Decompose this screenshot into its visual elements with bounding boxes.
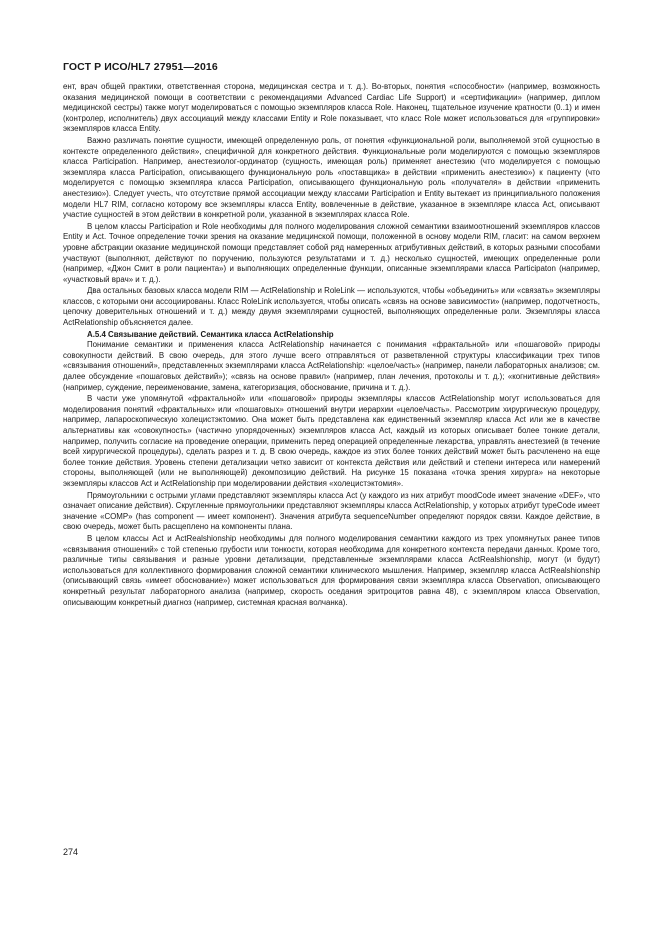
paragraph: Важно различать понятие сущности, имеющей определенную роль, от понятия «функциональной роли, выполняемой этой сущностью в контексте определенного действия», специфичной для конкретного действия. Функциональные роли моделируются с помощью экземпляров класса Participation. Например, анестезиолог-ординатор (сущность, имеющая роль) применяет анестезию (что моделируется с помощью экземпляра класса Participation, описывающего функциональную роль «поставщика» в действии «применить анестезию») к пациенту (что моделируется с помощью экземпляра класса Participation, описывающего функциональную роль «получателя» в действии «применить анестезию»). Следует учесть, что отсутствие прямой ассоциации между классами Participation и Entity вытекает из принципиального положения модели HL7 RIM, согласно которому все экземпляры класса Entity, вовлеченные в действие, указанное в экземпляре класса Act, описывают участие сущностей в этом действии в конкретной роли, указанной в экземплярах класса Role.: [63, 135, 600, 220]
paragraph: В части уже упомянутой «фрактальной» или «пошаговой» природы экземпляры классов ActRelationship могут использоваться для моделирования понятий «фрактальных» или «пошаговых» отношений внутри иерархии «целое/часть». Рассмотрим хирургическую процедуру, например, лапароскопическую холецистэктомию. Она может быть представлена как единственный экземпляр класса Act или же в качестве альтернативы как «совокупность» (частично упорядоченных) экземпляров класса Act, каждый из которых описывает более тонкие детали, например, получить согласие на проведение операции, применить перед операцией определенные лекарства, управлять анестезией (в течение всей хирургической процедуры), сделать разрез и т. д. В свою очередь, каждое из этих более тонких действий может быть расчленено на еще более тонкие действия. Уровень степени детализации четко зависит от контекста действия или действий и степени интереса или намерений стороны, выполняющей (или не выполняющей) декомпозицию действий. На рисунке 15 показана «точка зрения хирурга» на некоторые экземпляры классов Act и ActRelationship при моделировании действия «холецистэктомия».: [63, 394, 600, 488]
paragraph: В целом классы Participation и Role необходимы для полного моделирования сложной семантики взаимоотношений экземпляров классов Entity и Act. Точное определение точки зрения на оказание медицинской помощи, положенной в основу модели RIM, гласит: на самом верхнем уровне абстракции оказание медицинской помощи представляет собой ряд намеренных атрибутивных действий, в которых разными способами участвуют (выполняют, действуют по поручению, пользуются результатами и т. д.) несколько сущностей, имеющих определенные роли (например, «Джон Смит в роли пациента») и выполняющих определенные функции, описанные экземплярами класса Participaton (например, «участковый врач» и т. д.).: [63, 221, 600, 284]
paragraph: Понимание семантики и применения класса ActRelationship начинается с понимания «фрактальной» или «пошаговой» природы совокупности действий. В свою очередь, для этого лучше всего отправляться от разветвленной структуры классификации трех типов «связывания отношений», представленных экземплярами класса ActRelationship: «целое/часть» (например, панели лабораторных анализов; см. далее обсуждение «пошаговых действий»); «связь на основе правил» (например, план лечения, протоколы и т. д.); «когнитивные действия» (например, суждение, переименование, замена, категоризация, обоснование, причина и т. д.).: [63, 340, 600, 392]
document-header: ГОСТ Р ИСО/HL7 27951—2016: [63, 61, 218, 73]
section-heading: А.5.4 Связывание действий. Семантика класса ActRelationship: [87, 329, 334, 339]
paragraph: В целом классы Act и ActRealshionship необходимы для полного моделирования семантики каждого из трех упомянутых ранее типов «связывания отношений» с той степенью грубости или тонкости, которая необходима для конкретного контекста передачи данных. Кроме того, различные типы связывания и разные уровни детализации, представленные экземплярами класса ActRealshionship, могут (и будут) использоваться для коллективного формирования сложной семантики клинического мышления. Например, экземпляр класса ActRealshionship (описывающий связь «имеет обоснование») может использоваться для формирования связи экземпляра класса Observation, описывающего конкретный результат лабораторного анализа (например, скорость оседания эритроцитов равна 48), с экземпляром класса Observation, описывающим конкретный диагноз (например, системная красная волчанка).: [63, 533, 600, 607]
page-number: 274: [63, 847, 79, 857]
paragraph: Два остальных базовых класса модели RIM — ActRelationship и RoleLink — используются, чтобы «объединить» или «связать» экземпляры классов, с которыми они ассоциированы. Класс RoleLink используется, чтобы описать «связь на основе зависимости» (например, подотчетность, цепочку доверительных отношений и т. д.) между двумя экземплярами сущностей, выполняющих определенные роли. Экземпляры класса ActRelationship объясняется далее.: [63, 286, 600, 328]
paragraph-continuation: ент, врач общей практики, ответственная сторона, медицинская сестра и т. д.). Во-вторых, понятия «способности» (например, возможность оказания медицинской помощи в соответствии с рекомендациями Advanced Cardiac Life Support) и «сертификации» (например, диплом медицинской сестры) также могут моделироваться с помощью экземпляров класса Role. Наконец, тщательное изучение кратности (0..1) и имен (контролер, исполнитель) двух ассоциаций между классами Entity и Role показывает, что класс Role может использоваться для «группировки» экземпляров класса Entity.: [63, 82, 600, 134]
paragraph: Прямоугольники с острыми углами представляют экземпляры класса Act (у каждого из них атрибут moodCode имеет значение «DEF», что означает описание действия). Скругленные прямоугольники представляют экземпляры класса ActRelationship, у которых атрибут typeCode имеет значение «COMP» (has component — имеет компонент). Значения атрибута sequenceNumber определяют порядок связи. Каждое действие, в свою очередь, может быть расщеплено на компоненты плана.: [63, 490, 600, 532]
body-text: [63, 82, 600, 608]
